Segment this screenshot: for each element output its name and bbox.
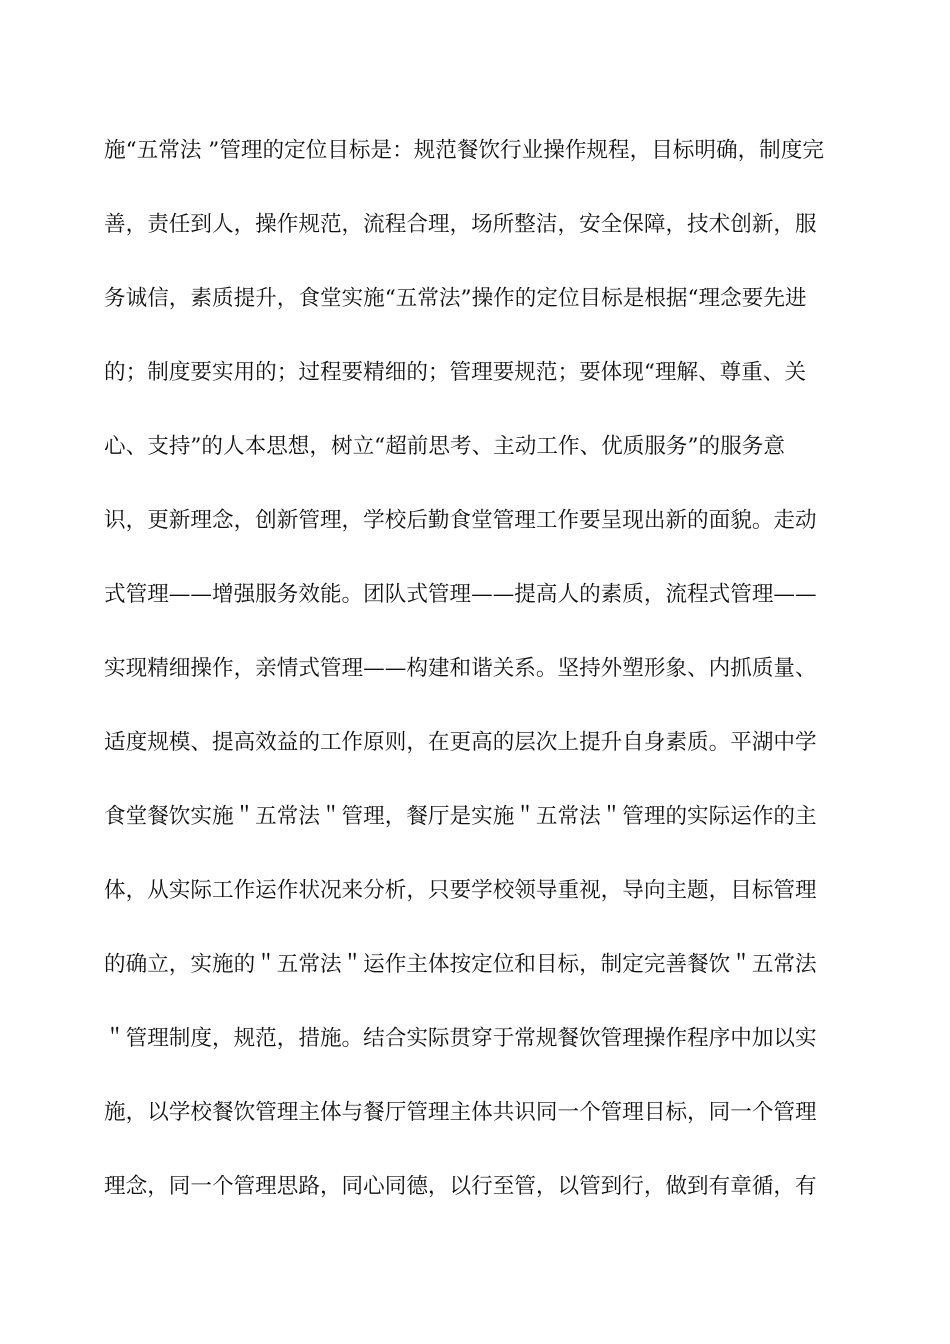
text-line-12: 的确立，实施的＂五常法＂运作主体按定位和目标，制定完善餐饮＂五常法 xyxy=(104,952,817,977)
text-line-1: 施“五常法 ”管理的定位目标是：规范餐饮行业操作规程，目标明确，制度完 xyxy=(104,138,824,163)
text-line-10: 食堂餐饮实施＂五常法＂管理，餐厅是实施＂五常法＂管理的实际运作的主 xyxy=(104,804,817,829)
text-line-13: ＂管理制度，规范，措施。结合实际贯穿于常规餐饮管理操作程序中加以实 xyxy=(104,1026,817,1051)
text-line-2: 善，责任到人，操作规范，流程合理，场所整洁，安全保障，技术创新，服 xyxy=(104,212,817,237)
text-line-4: 的；制度要实用的；过程要精细的；管理要规范；要体现“理解、尊重、关 xyxy=(104,360,807,385)
text-line-7: 式管理——增强服务效能。团队式管理——提高人的素质，流程式管理—— xyxy=(104,582,817,607)
text-line-11: 体，从实际工作运作状况来分析，只要学校领导重视，导向主题，目标管理 xyxy=(104,878,817,903)
text-line-15: 理念，同一个管理思路，同心同德，以行至管，以管到行，做到有章循，有 xyxy=(104,1174,817,1199)
body-paragraph xyxy=(104,132,844,1242)
text-line-9: 适度规模、提高效益的工作原则，在更高的层次上提升自身素质。平湖中学 xyxy=(104,730,817,755)
text-line-3: 务诚信，素质提升，食堂实施“五常法”操作的定位目标是根据“理念要先进 xyxy=(104,286,807,311)
text-line-8: 实现精细操作，亲情式管理——构建和谐关系。坚持外塑形象、内抓质量、 xyxy=(104,656,817,681)
text-line-14: 施，以学校餐饮管理主体与餐厅管理主体共识同一个管理目标，同一个管理 xyxy=(104,1100,817,1125)
text-line-5: 心、支持”的人本思想，树立“超前思考、主动工作、优质服务”的服务意 xyxy=(104,434,785,459)
text-line-6: 识，更新理念，创新管理，学校后勤食堂管理工作要呈现出新的面貌。走动 xyxy=(104,508,817,533)
